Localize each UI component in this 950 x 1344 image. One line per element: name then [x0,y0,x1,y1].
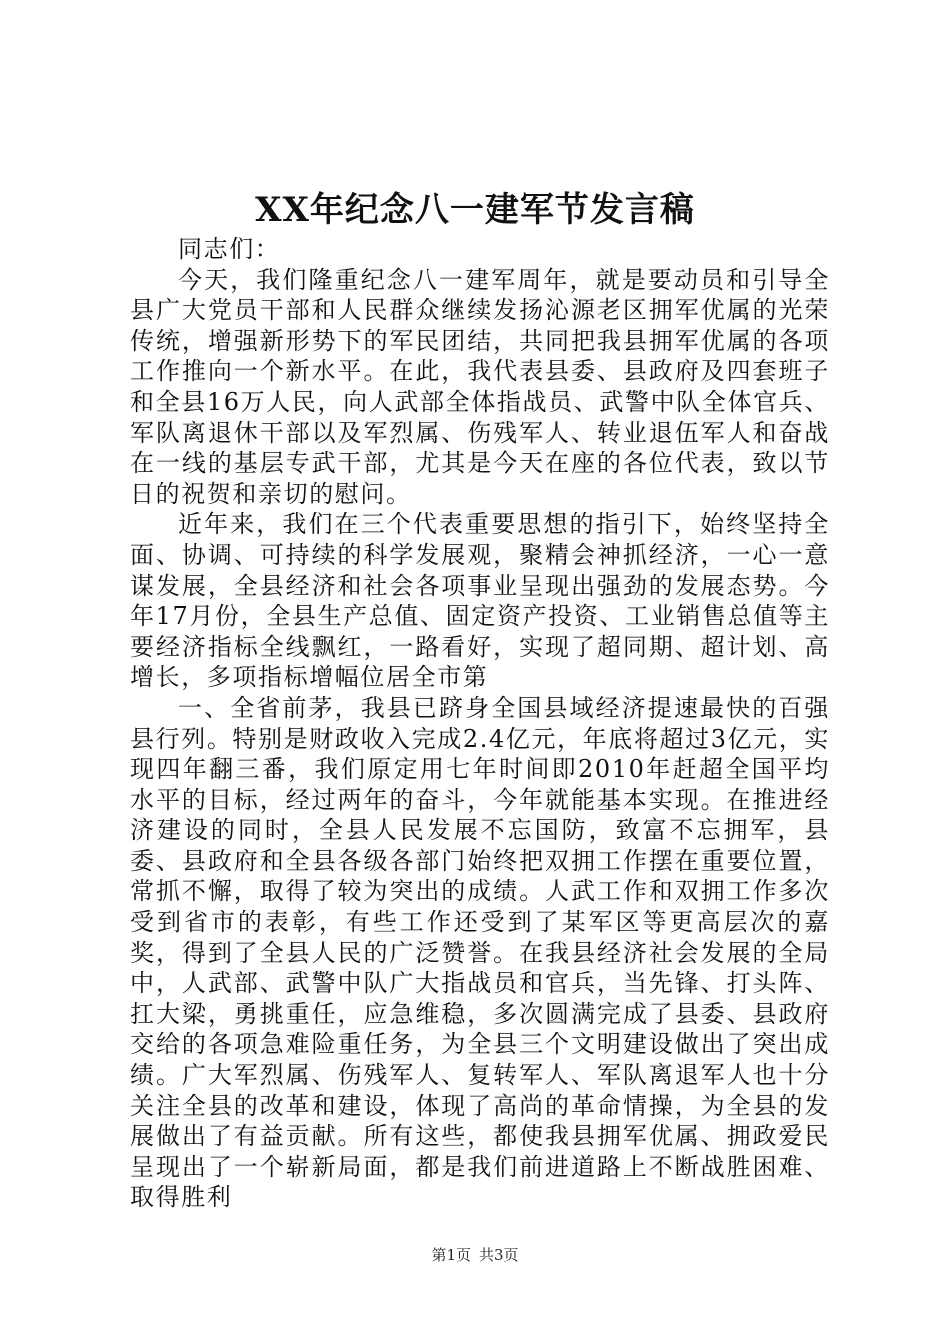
page-number: 第1页 [431,1246,471,1264]
salutation: 同志们： [178,235,281,263]
paragraph: 今天，我们隆重纪念八一建军周年，就是要动员和引导全县广大党员干部和人民群众继续发扬沁源老区拥军优属的光荣传统，增强新形势下的军民团结，共同把我县拥军优属的各项工作推向一个新水平。在此，我代表县委、县政府及四套班子和全县16万人民，向人武部全体指战员、武警中队全体官兵、军队离退休干部以及军烈属、伤残军人、转业退伍军人和奋战在一线的基层专武干部，尤其是今天在座的各位代表，致以节日的祝贺和亲切的慰问。 [130,265,830,508]
paragraph: 近年来，我们在三个代表重要思想的指引下，始终坚持全面、协调、可持续的科学发展观，聚精会神抓经济，一心一意谋发展，全县经济和社会各项事业呈现出强劲的发展态势。今年17月份，全县生产总值、固定资产投资、工业销售总值等主要经济指标全线飘红，一路看好，实现了超同期、超计划、高增长，多项指标增幅位居全市第 [130,510,830,692]
paragraph: 一、全省前茅，我县已跻身全国县域经济提速最快的百强县行列。特别是财政收入完成2.4亿元，年底将超过3亿元，实现四年翻三番，我们原定用七年时间即2010年赶超全国平均水平的目标，经过两年的奋斗，今年就能基本实现。在推进经济建设的同时，全县人民发展不忘国防，致富不忘拥军，县委、县政府和全县各级各部门始终把双拥工作摆在重要位置，常抓不懈，取得了较为突出的成绩。人武工作和双拥工作多次受到省市的表彰，有些工作还受到了某军区等更高层次的嘉奖，得到了全县人民的广泛赞誉。在我县经济社会发展的全局中，人武部、武警中队广大指战员和官兵，当先锋、打头阵、扛大梁，勇挑重任，应急维稳，多次圆满完成了县委、县政府交给的各项急难险重任务，为全县三个文明建设做出了突出成绩。广大军烈属、伤残军人、复转军人、军队离退军人也十分关注全县的改革和建设，体现了高尚的革命情操，为全县的发展做出了有益贡献。所有这些，都使我县拥军优属、拥政爱民呈现出了一个崭新局面，都是我们前进道路上不断战胜困难、取得胜利 [130,693,830,1212]
document-body [130,234,830,1213]
page-footer [0,1245,950,1265]
document-title: XX年纪念八一建军节发言稿 [255,190,695,230]
page-total: 共3页 [479,1246,519,1264]
